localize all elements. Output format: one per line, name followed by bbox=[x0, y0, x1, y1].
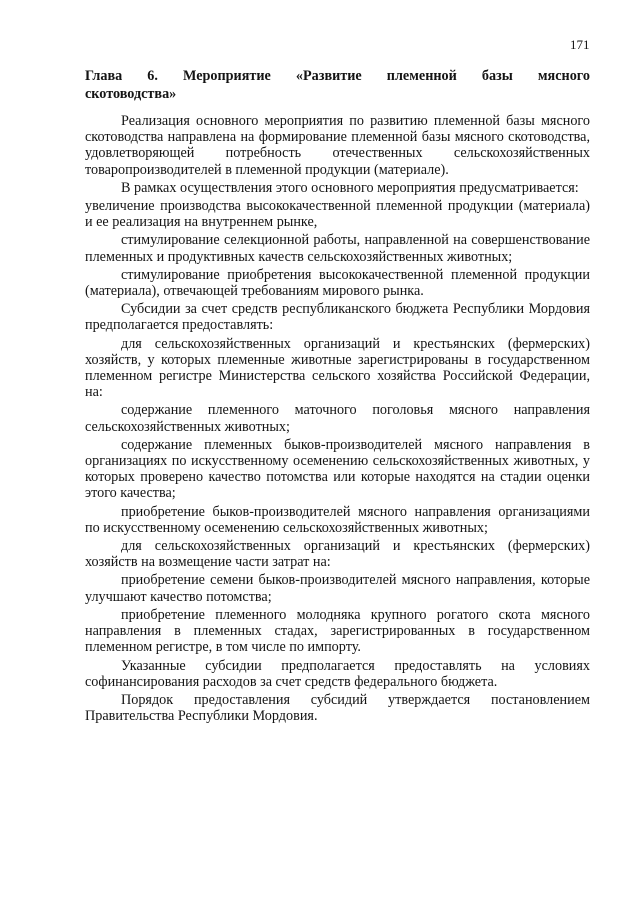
paragraph-intro: Реализация основного мероприятия по развитию племенной базы мясного скотоводства направлена на формирование племенной базы мясного скотоводства, удовлетворяющей потребность отечественных сельскохозяйственных товаропроизводителей в племенной продукции (материале). bbox=[85, 113, 590, 178]
paragraph-list-item: увеличение производства высококачественной племенной продукции (материала) и ее реализация на внутреннем рынке, bbox=[85, 198, 590, 231]
paragraph-subsidies: Субсидии за счет средств республиканского бюджета Республики Мордовия предполагается предоставлять: bbox=[85, 301, 590, 334]
paragraph-cofinancing: Указанные субсидии предполагается предоставлять на условиях софинансирования расходов за счет средств федерального бюджета. bbox=[85, 657, 590, 690]
paragraph-list-item: для сельскохозяйственных организаций и крестьянских (фермерских) хозяйств на возмещение части затрат на: bbox=[85, 538, 590, 571]
document-body bbox=[85, 113, 590, 726]
paragraph-list-item: содержание племенного маточного поголовья мясного направления сельскохозяйственных животных; bbox=[85, 402, 590, 435]
chapter-title-line-2: скотоводства» bbox=[85, 86, 177, 102]
paragraph-provisions-intro: В рамках осуществления этого основного мероприятия предусматривается: bbox=[121, 179, 579, 196]
paragraph-list-item: стимулирование приобретения высококачественной племенной продукции (материала), отвечающей требованиям мирового рынка. bbox=[85, 266, 590, 300]
paragraph-list-item: приобретение племенного молодняка крупного рогатого скота мясного направления в племенных стадах, зарегистрированных в государственном племенном регистре, в том числе по импорту. bbox=[85, 606, 590, 656]
paragraph-list-item: стимулирование селекционной работы, направленной на совершенствование племенных и продуктивных качеств сельскохозяйственных животных; bbox=[85, 232, 590, 265]
paragraph-list-item: приобретение быков-производителей мясного направления организациями по искусственному осеменению сельскохозяйственных животных; bbox=[85, 503, 590, 536]
chapter-title bbox=[85, 67, 590, 103]
paragraph-list-item: содержание племенных быков-производителей мясного направления в организациях по искусственному осеменению сельскохозяйственных животных, у которых проверено качество потомства или которые находятся на стадии оценки этого качества; bbox=[85, 436, 590, 502]
page-number: 171 bbox=[570, 37, 590, 52]
paragraph-list-item: для сельскохозяйственных организаций и крестьянских (фермерских) хозяйств, у которых племенные животные зарегистрированы в государственном племенном регистре Министерства сельского хозяйства Российской Федерации, на: bbox=[85, 335, 590, 401]
chapter-title-line-1: Глава 6. Мероприятие «Развитие племенной базы мясного bbox=[85, 68, 590, 84]
paragraph-list-item: приобретение семени быков-производителей мясного направления, которые улучшают качество потомства; bbox=[85, 572, 590, 605]
paragraph-procedure: Порядок предоставления субсидий утверждается постановлением Правительства Республики Мордовия. bbox=[85, 691, 590, 725]
